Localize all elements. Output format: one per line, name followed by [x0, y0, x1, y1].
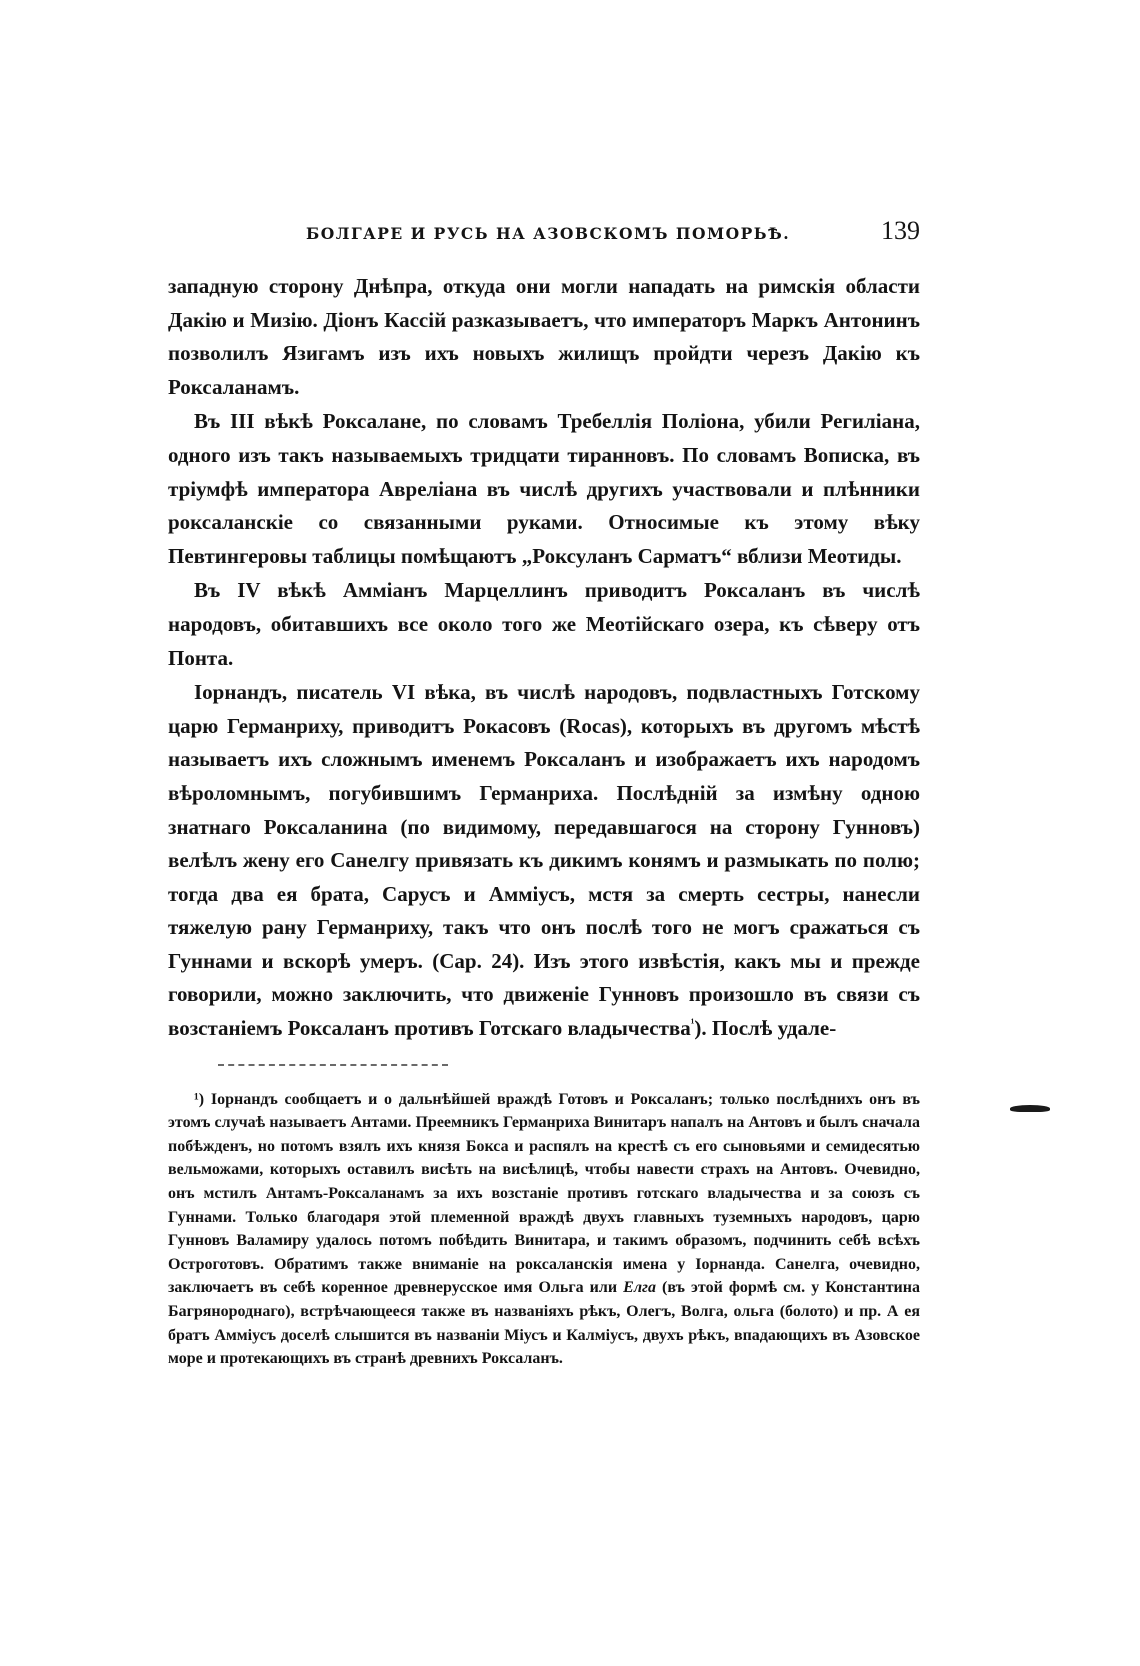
footnote-marker: ¹)	[194, 1090, 205, 1108]
separator-line	[218, 1064, 448, 1066]
footnote	[168, 1088, 920, 1371]
page-edge-mark	[1010, 1105, 1050, 1112]
main-text	[168, 270, 920, 1046]
footnote-text: Іорнандъ сообщаетъ и о дальнѣйшей враждѣ Готовъ и Роксаланъ; только послѣднихъ онъ въ этомъ случаѣ называетъ Антами. Преемникъ Германриха Винитаръ напалъ на Антовъ и былъ сначала побѣжденъ, но потомъ взялъ ихъ князя Бокса и распялъ на крестѣ съ его сыновьями и семидесятью вельможами, которыхъ оставилъ висѣть на висѣлицѣ, чтобы навести страхъ на Антовъ. Очевидно, онъ мстилъ Антамъ-Роксаланамъ за ихъ возстаніе противъ готскаго владычества и за союзъ съ Гуннами. Только благодаря этой племенной враждѣ двухъ главныхъ туземныхъ народовъ, царю Гунновъ Валамиру удалось потомъ побѣдить Винитара, и такимъ образомъ, подчинить себѣ всѣхъ Остроготовъ. Обратимъ также вниманіе на роксаланскія имена у Іорнанда. Санелга, очевидно, заключаетъ въ себѣ коренное древнерусское имя Ольга или	[168, 1090, 921, 1297]
page-number: 139	[881, 216, 920, 245]
running-title: БОЛГАРЕ И РУСЬ НА АЗОВСКОМЪ ПОМОРЬѢ.	[306, 224, 791, 243]
footnote-reference: ¹	[690, 1016, 695, 1031]
paragraph-4-text: Іорнандъ, писатель VI вѣка, въ числѣ народовъ, подвластныхъ Готскому царю Германриху, приводитъ Рокасовъ (Rocas), которыхъ въ другомъ мѣстѣ называетъ ихъ сложнымъ именемъ Роксаланъ и изображаетъ ихъ народомъ вѣроломнымъ, погубившимъ Германриха. Послѣдній за измѣну одною знатнаго Роксаланина (по видимому, передавшагося на сторону Гунновъ) велѣлъ жену его Санелгу привязать къ дикимъ конямъ и размыкать по полю; тогда два ея брата, Сарусъ и Амміусъ, мстя за смерть сестры, нанесли тяжелую рану Германриху, такъ что онъ послѣ того не могъ сражаться съ Гуннами и вскорѣ умеръ. (Cap. 24). Изъ этого извѣстія, какъ мы и прежде говорили, можно заключить, что движеніе Гунновъ произошло въ связи съ возстаніемъ Роксаланъ противъ Готскаго владычества	[168, 680, 920, 1041]
paragraph-4	[168, 676, 920, 1046]
paragraph-4-end: ). Послѣ удале-	[694, 1016, 837, 1041]
footnote-separator	[168, 1060, 920, 1070]
paragraph-3: Въ IV вѣкѣ Амміанъ Марцеллинъ приводитъ Роксаланъ въ числѣ народовъ, обитавшихъ все около того же Меотійскаго озера, къ сѣверу отъ Понта.	[168, 578, 920, 670]
footnote-text-end: (въ этой формѣ см. у Константина Багрянороднаго), встрѣчающееся также въ названіяхъ рѣкъ, Олегъ, Волга, ольга (болото) и пр. А ея братъ Амміусъ доселѣ слышится въ названіи Міусъ и Калміусъ, двухъ рѣкъ, впадающихъ въ Азовское море и протекающихъ въ странѣ древнихъ Роксаланъ.	[168, 1279, 920, 1368]
paragraph-1: западную сторону Днѣпра, откуда они могли нападать на римскія области Дакію и Мизію. Діонъ Кассій разказываетъ, что императоръ Маркъ Антонинъ позволилъ Язигамъ изъ ихъ новыхъ жилищъ пройдти черезъ Дакію къ Роксаланамъ.	[168, 274, 920, 399]
book-page	[168, 218, 920, 1371]
paragraph-2: Въ III вѣкѣ Роксалане, по словамъ Требеллія Поліона, убили Региліана, одного изъ такъ называемыхъ тридцати тиранновъ. По словамъ Вописка, въ тріумфѣ императора Авреліана въ числѣ другихъ участвовали и плѣнники роксаланскіе со связанными руками. Относимые къ этому вѣку Певтингеровы таблицы помѣщаютъ „Роксуланъ Сарматъ“ вблизи Меотиды.	[168, 409, 920, 568]
footnote-italic-name: Елга	[623, 1279, 656, 1297]
running-head	[168, 218, 920, 252]
